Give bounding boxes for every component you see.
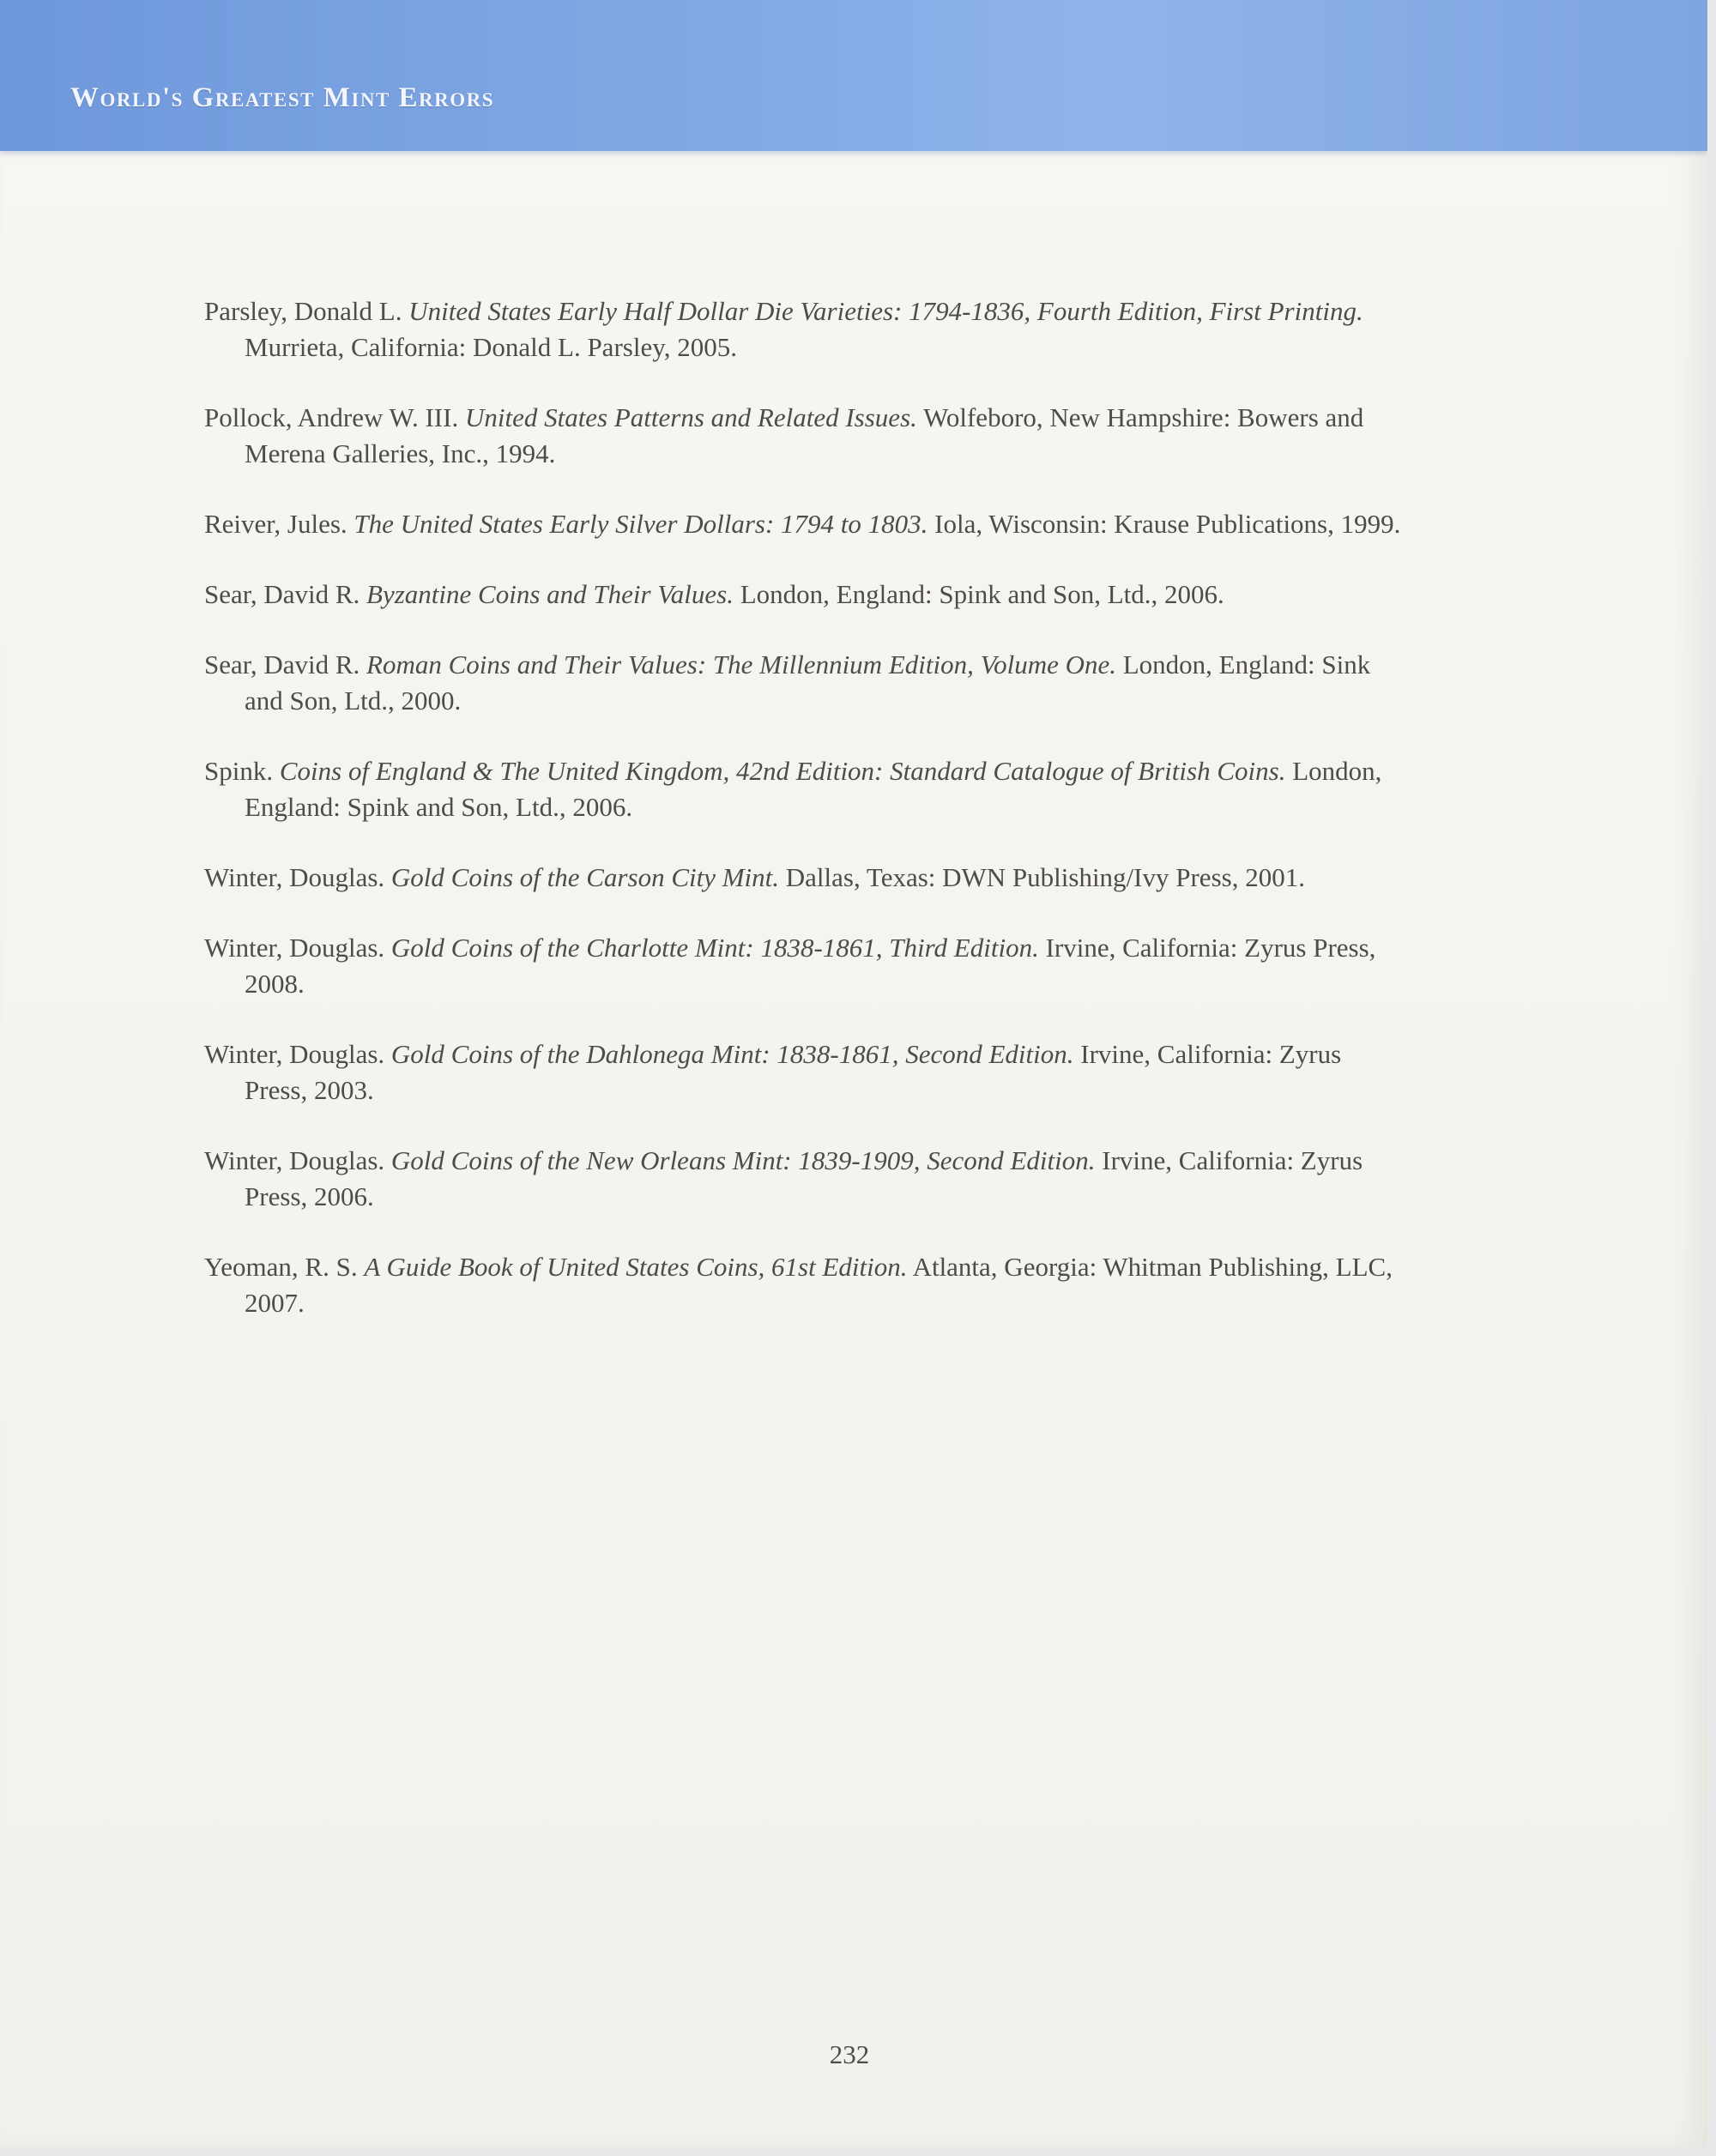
bibliography-entry bbox=[204, 577, 1405, 613]
entry-title: A Guide Book of United States Coins, 61st Edition. bbox=[364, 1252, 908, 1282]
entry-author: Spink. bbox=[204, 756, 274, 786]
bibliography-entry bbox=[204, 293, 1405, 365]
running-header-title: World's Greatest Mint Errors bbox=[70, 82, 495, 113]
entry-author: Pollock, Andrew W. III. bbox=[204, 402, 459, 432]
entry-publication: Irvine, California: Zyrus Press, 2006. bbox=[245, 1145, 1363, 1211]
entry-author: Winter, Douglas. bbox=[204, 1039, 385, 1069]
bibliography-entry bbox=[204, 647, 1405, 719]
entry-title: Gold Coins of the New Orleans Mint: 1839-1909, Second Edition. bbox=[390, 1145, 1096, 1175]
bibliography-list bbox=[204, 293, 1405, 1356]
entry-author: Winter, Douglas. bbox=[204, 862, 385, 892]
entry-title: United States Patterns and Related Issues. bbox=[464, 402, 917, 432]
entry-publication: Atlanta, Georgia: Whitman Publishing, LLC, 2007. bbox=[245, 1252, 1393, 1318]
entry-title: Coins of England & The United Kingdom, 42nd Edition: Standard Catalogue of British Coins. bbox=[279, 756, 1286, 786]
entry-publication: London, England: Sink and Son, Ltd., 2000. bbox=[245, 649, 1371, 716]
bibliography-entry bbox=[204, 753, 1405, 825]
entry-title: Byzantine Coins and Their Values. bbox=[366, 579, 734, 609]
entry-title: Gold Coins of the Carson City Mint. bbox=[390, 862, 780, 892]
bibliography-entry bbox=[204, 930, 1405, 1002]
running-header-bar bbox=[0, 0, 1707, 151]
entry-publication: Irvine, California: Zyrus Press, 2008. bbox=[245, 933, 1376, 999]
entry-author: Yeoman, R. S. bbox=[204, 1252, 358, 1282]
entry-publication: Wolfeboro, New Hampshire: Bowers and Merena Galleries, Inc., 1994. bbox=[245, 402, 1364, 468]
bibliography-entry bbox=[204, 1036, 1405, 1108]
entry-author: Reiver, Jules. bbox=[204, 509, 347, 539]
bibliography-entry bbox=[204, 1249, 1405, 1321]
entry-publication: Murrieta, California: Donald L. Parsley, 2005. bbox=[245, 332, 737, 362]
entry-title: United States Early Half Dollar Die Varieties: 1794-1836, Fourth Edition, First Printing. bbox=[408, 296, 1363, 326]
entry-author: Winter, Douglas. bbox=[204, 933, 385, 963]
entry-author: Winter, Douglas. bbox=[204, 1145, 385, 1175]
entry-publication: Dallas, Texas: DWN Publishing/Ivy Press, 2001. bbox=[785, 862, 1305, 892]
entry-title: Gold Coins of the Dahlonega Mint: 1838-1861, Second Edition. bbox=[390, 1039, 1074, 1069]
entry-publication: Iola, Wisconsin: Krause Publications, 1999. bbox=[934, 509, 1401, 539]
bibliography-entry bbox=[204, 860, 1405, 896]
entry-author: Sear, David R. bbox=[204, 579, 360, 609]
entry-author: Parsley, Donald L. bbox=[204, 296, 402, 326]
entry-publication: London, England: Spink and Son, Ltd., 2006. bbox=[740, 579, 1224, 609]
entry-title: Gold Coins of the Charlotte Mint: 1838-1861, Third Edition. bbox=[390, 933, 1039, 963]
bibliography-entry bbox=[204, 400, 1405, 472]
entry-title: Roman Coins and Their Values: The Millennium Edition, Volume One. bbox=[366, 649, 1116, 679]
page-number: 232 bbox=[829, 2039, 870, 2069]
entry-publication: London, England: Spink and Son, Ltd., 2006. bbox=[245, 756, 1382, 822]
bibliography-entry bbox=[204, 506, 1405, 542]
bibliography-entry bbox=[204, 1143, 1405, 1215]
entry-author: Sear, David R. bbox=[204, 649, 360, 679]
entry-title: The United States Early Silver Dollars: 1794 to 1803. bbox=[353, 509, 928, 539]
entry-publication: Irvine, California: Zyrus Press, 2003. bbox=[245, 1039, 1342, 1105]
